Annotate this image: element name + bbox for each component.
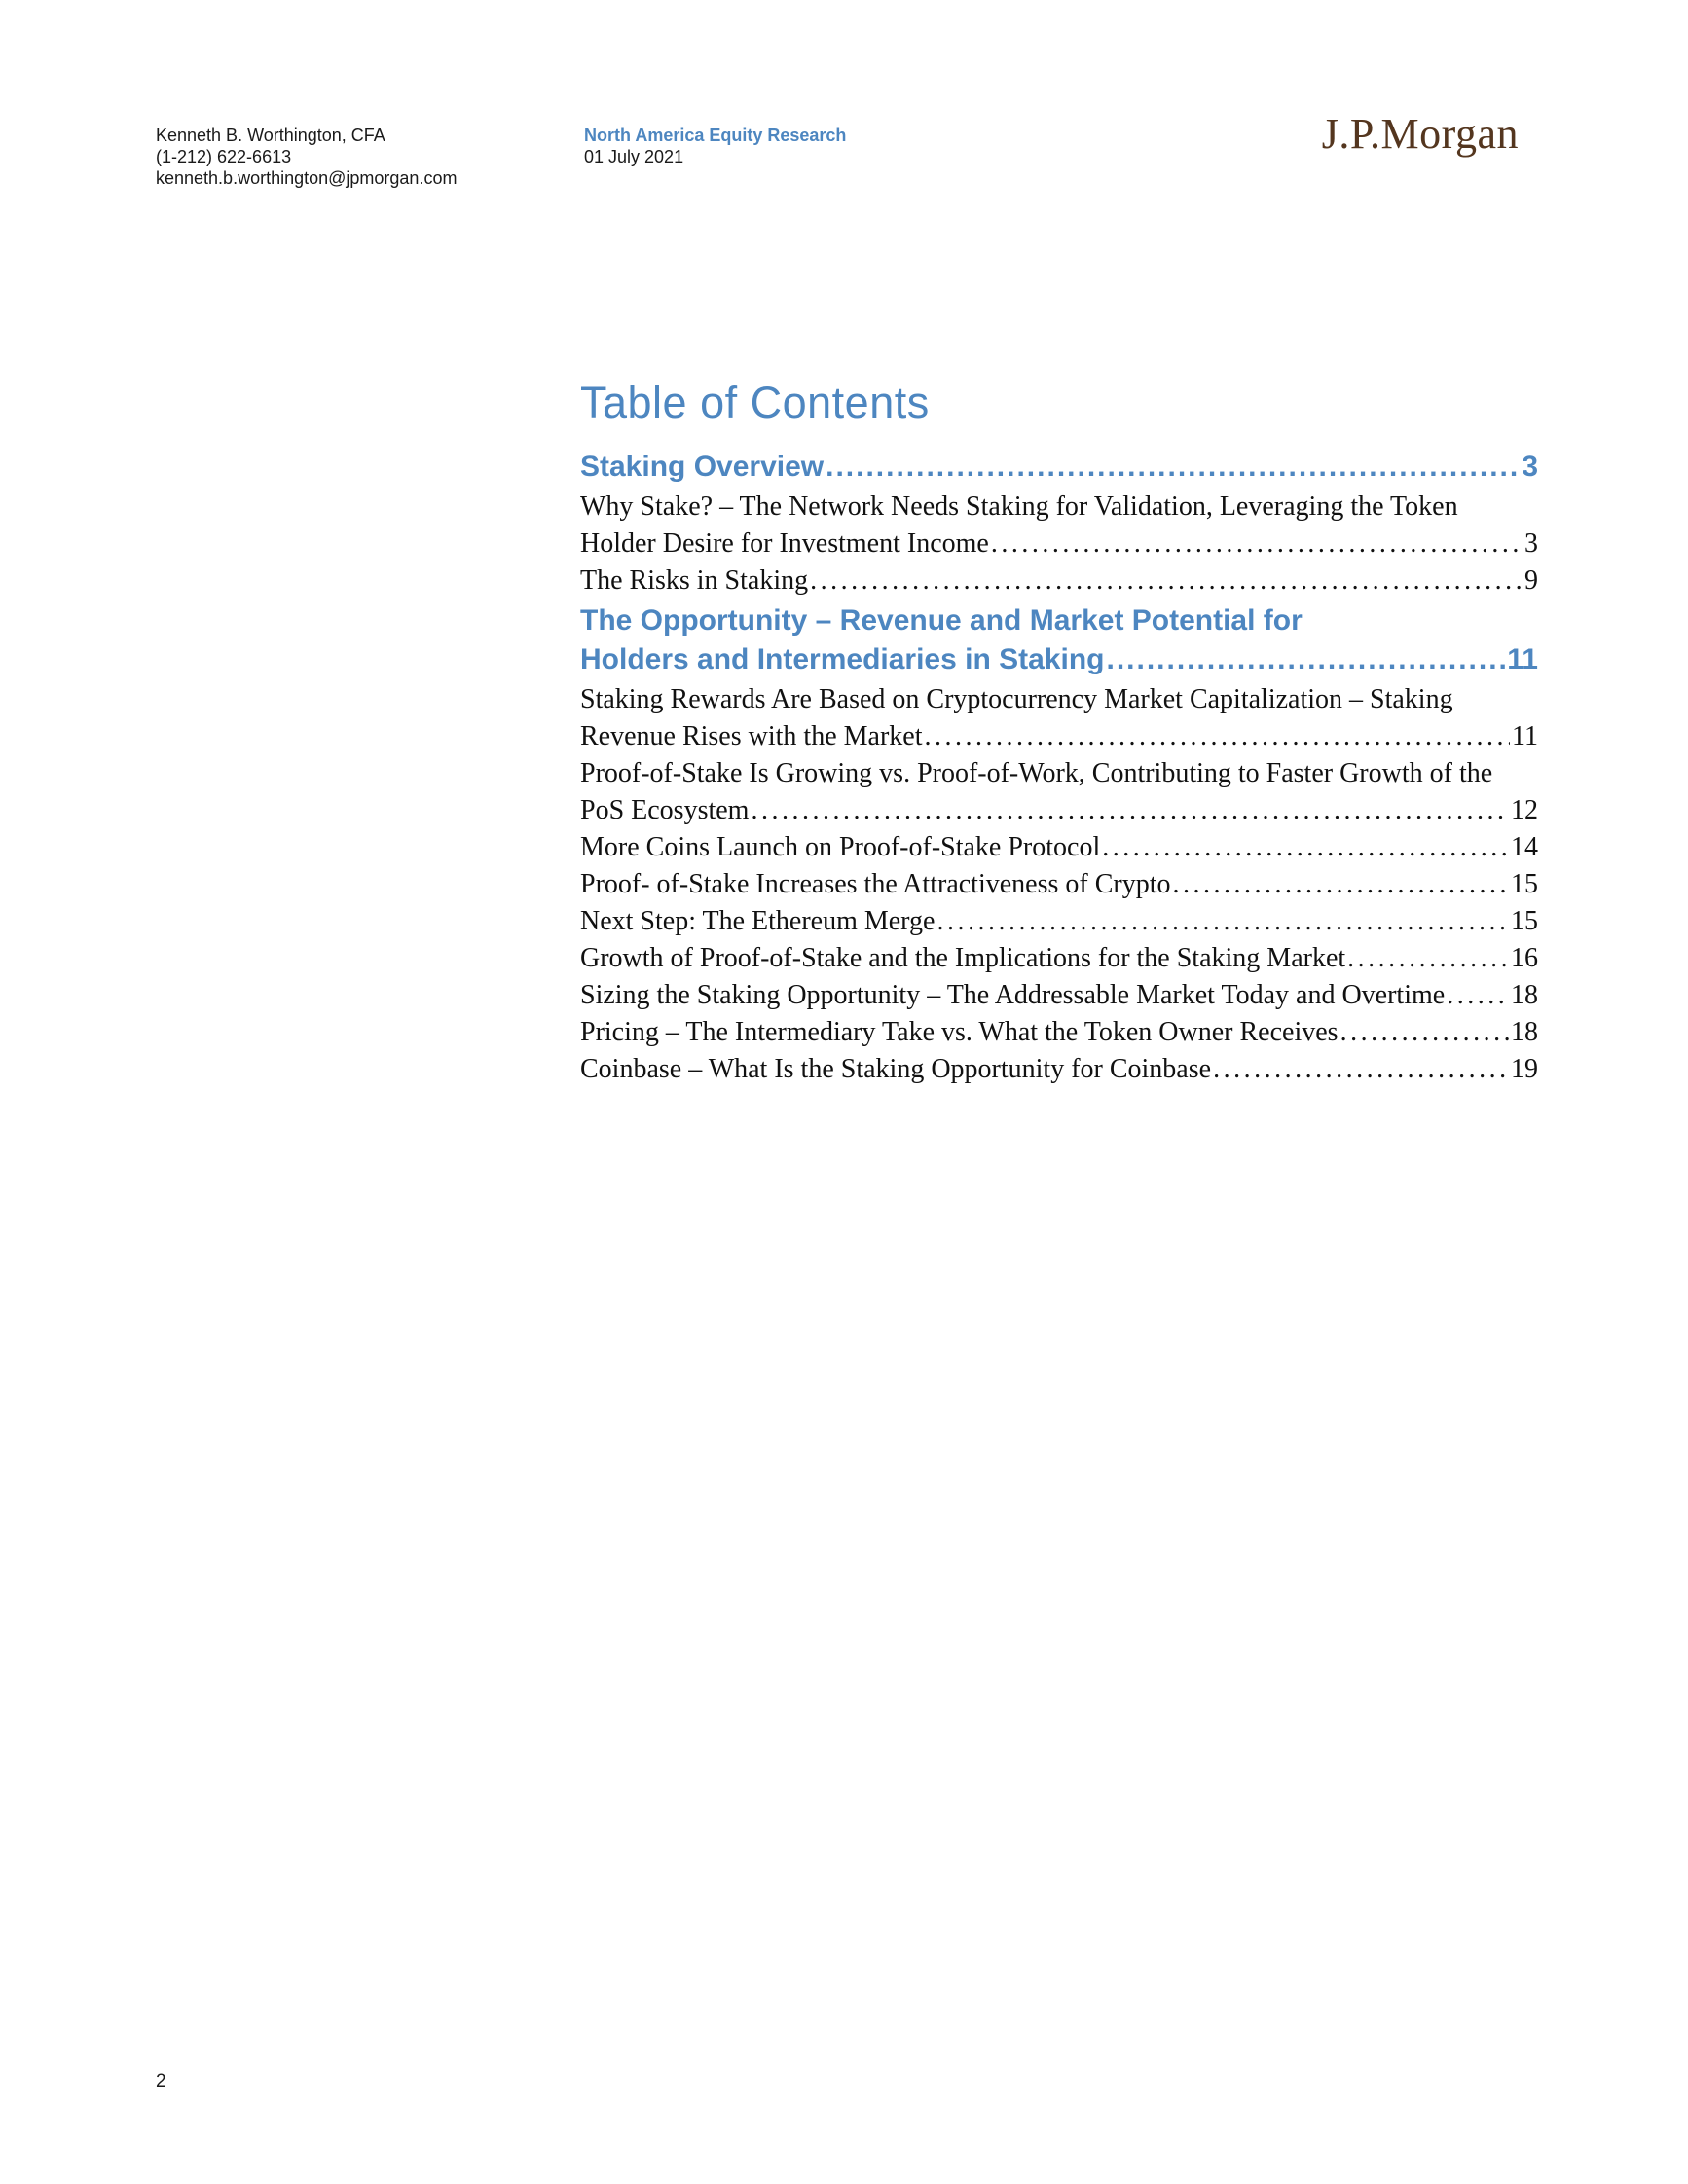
dot-leader: [1102, 829, 1509, 866]
toc-entry-page-number: 3: [1522, 451, 1538, 483]
toc-entry-line: Proof-of-Stake Is Growing vs. Proof-of-Work, Contributing to Faster Growth of the: [580, 758, 1493, 788]
toc-entry-page-number: 9: [1524, 565, 1538, 596]
toc-entry-lastline: [580, 448, 1538, 487]
toc-entry-line: The Opportunity – Revenue and Market Potential for: [580, 604, 1303, 637]
dot-leader: [936, 903, 1509, 940]
research-info-block: [584, 125, 846, 167]
toc-entry-page-number: 16: [1511, 943, 1538, 973]
toc-entry-lastline: [580, 563, 1538, 600]
toc-entry-lastline: [580, 640, 1538, 679]
toc-entry-page-number: 12: [1511, 795, 1538, 825]
toc-entry[interactable]: [580, 448, 1538, 487]
toc-entry-page-number: 18: [1511, 980, 1538, 1010]
toc-entry[interactable]: [580, 829, 1538, 866]
toc-entry-text: Pricing – The Intermediary Take vs. What the Token Owner Receives: [580, 1017, 1339, 1047]
toc-entry-lastline: [580, 903, 1538, 940]
toc-entry-line: Staking Rewards Are Based on Cryptocurrency Market Capitalization – Staking: [580, 684, 1453, 714]
research-division: North America Equity Research: [584, 126, 847, 145]
dot-leader: [1340, 1014, 1509, 1051]
toc-entry-page-number: 11: [1507, 643, 1538, 675]
research-date: 01 July 2021: [584, 147, 684, 166]
dot-leader: [991, 526, 1523, 563]
dot-leader: [810, 563, 1523, 600]
toc-entry-text: Proof- of-Stake Increases the Attractiveness of Crypto: [580, 869, 1171, 899]
toc-entry-text: Sizing the Staking Opportunity – The Addressable Market Today and Overtime: [580, 980, 1446, 1010]
toc-entry-lastline: [580, 940, 1538, 977]
toc-entry-lastline: [580, 1051, 1538, 1088]
toc-entry[interactable]: [580, 1014, 1538, 1051]
toc-entry-lastline: [580, 1014, 1538, 1051]
toc-entry-line: Why Stake? – The Network Needs Staking for Validation, Leveraging the Token: [580, 491, 1458, 522]
toc-entry-page-number: 3: [1524, 528, 1538, 559]
toc-entry-lastline: [580, 526, 1538, 563]
dot-leader: [751, 792, 1509, 829]
toc-entry[interactable]: [580, 755, 1538, 829]
analyst-contact-block: [156, 125, 457, 189]
toc-entry-page-number: 15: [1511, 906, 1538, 936]
dot-leader: [1213, 1051, 1509, 1088]
toc-entry[interactable]: [580, 563, 1538, 600]
toc-entry-text: Growth of Proof-of-Stake and the Implications for the Staking Market: [580, 943, 1346, 973]
toc-entry-text: Staking Overview: [580, 451, 825, 483]
toc-entry-text: Revenue Rises with the Market: [580, 721, 923, 751]
toc-entry[interactable]: [580, 601, 1538, 679]
page-number: 2: [156, 2071, 166, 2092]
toc-entry[interactable]: [580, 866, 1538, 903]
dot-leader: [924, 718, 1510, 755]
toc-entry-page-number: 15: [1511, 869, 1538, 899]
toc-entry-text: More Coins Launch on Proof-of-Stake Protocol: [580, 832, 1101, 862]
analyst-phone: (1-212) 622-6613: [156, 147, 292, 166]
toc-entry-page-number: 14: [1511, 832, 1538, 862]
toc-entry[interactable]: [580, 977, 1538, 1014]
toc-entry-list: [580, 448, 1538, 1088]
toc-entry-text: Holder Desire for Investment Income: [580, 528, 989, 559]
toc-entry-text: Next Step: The Ethereum Merge: [580, 906, 936, 936]
toc-entry-text: Holders and Intermediaries in Staking: [580, 643, 1105, 675]
toc-entry-page-number: 19: [1511, 1054, 1538, 1084]
table-of-contents: [580, 378, 1538, 1088]
jpmorgan-logo: J.P.Morgan: [1321, 110, 1519, 158]
toc-entry-page-number: 18: [1511, 1017, 1538, 1047]
analyst-name: Kenneth B. Worthington, CFA: [156, 126, 385, 145]
toc-entry[interactable]: [580, 681, 1538, 755]
analyst-email[interactable]: kenneth.b.worthington@jpmorgan.com: [156, 168, 458, 188]
toc-entry-lastline: [580, 718, 1538, 755]
dot-leader: [1106, 640, 1505, 679]
toc-entry-page-number: 11: [1512, 721, 1538, 751]
toc-entry-lastline: [580, 792, 1538, 829]
toc-entry-lastline: [580, 829, 1538, 866]
toc-entry-lastline: [580, 977, 1538, 1014]
toc-entry[interactable]: [580, 903, 1538, 940]
dot-leader: [1447, 977, 1509, 1014]
toc-entry-text: Coinbase – What Is the Staking Opportunity for Coinbase: [580, 1054, 1212, 1084]
toc-entry[interactable]: [580, 489, 1538, 563]
dot-leader: [1347, 940, 1509, 977]
toc-entry-text: PoS Ecosystem: [580, 795, 750, 825]
toc-entry[interactable]: [580, 1051, 1538, 1088]
toc-entry[interactable]: [580, 940, 1538, 977]
toc-title: Table of Contents: [580, 378, 930, 427]
dot-leader: [1172, 866, 1509, 903]
dot-leader: [826, 448, 1520, 487]
toc-entry-text: The Risks in Staking: [580, 565, 809, 596]
toc-entry-lastline: [580, 866, 1538, 903]
